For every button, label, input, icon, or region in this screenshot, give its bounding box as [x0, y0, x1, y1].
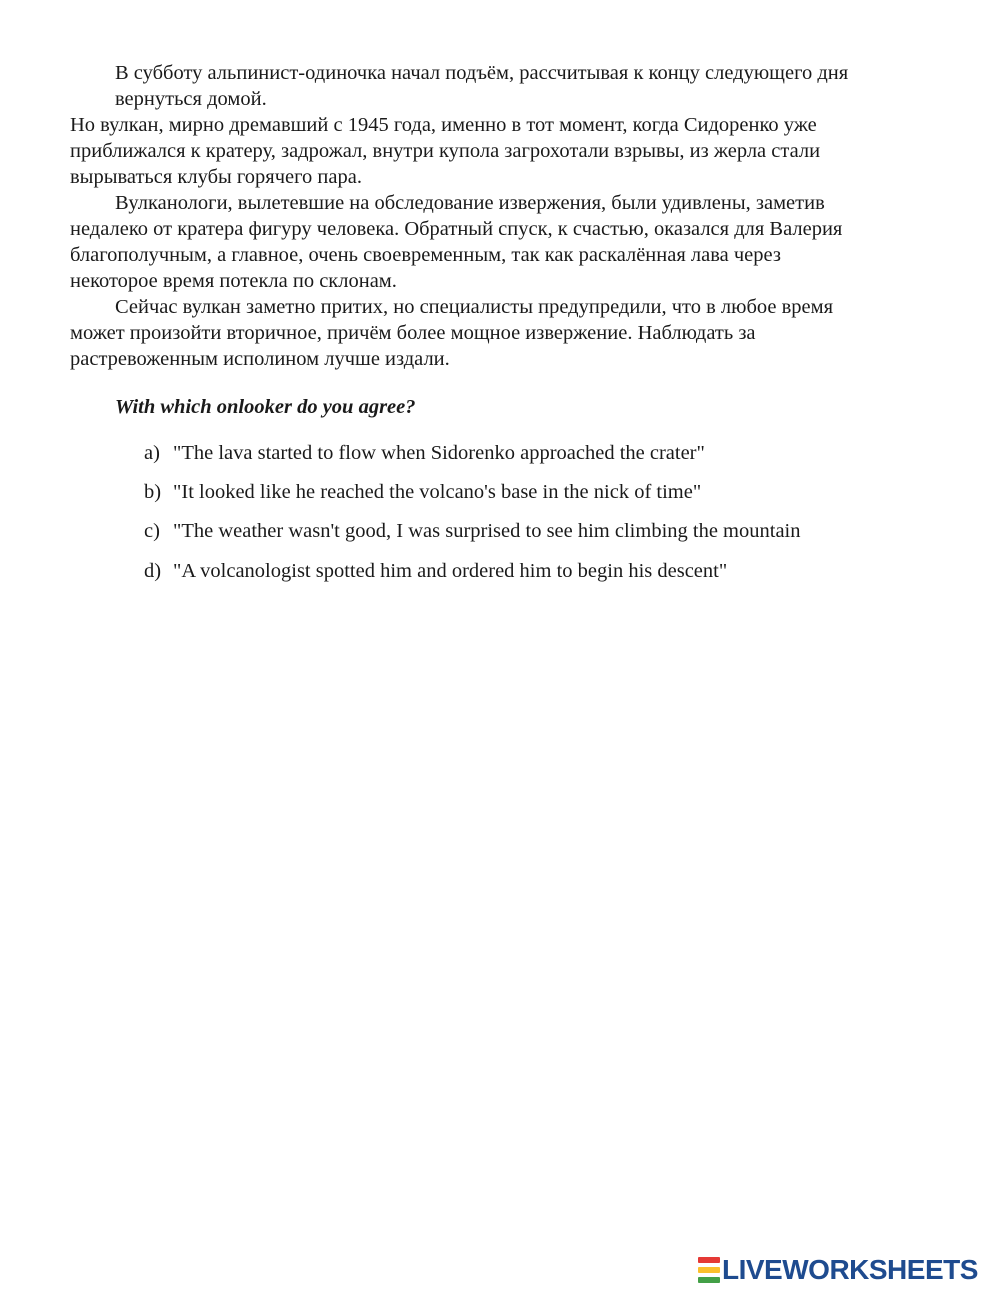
option-letter: d) — [144, 560, 162, 582]
logo-block-red — [698, 1257, 720, 1263]
option-letter: a) — [144, 442, 160, 464]
option-text: "A volcanologist spotted him and ordered him to begin his descent" — [173, 560, 728, 582]
liveworksheets-logo — [698, 1255, 978, 1285]
passage-line: может произойти вторичное, причём более мощное извержение. Наблюдать за — [70, 322, 756, 344]
passage-line: Но вулкан, мирно дремавший с 1945 года, именно в тот момент, когда Сидоренко уже — [70, 114, 817, 136]
logo-text: LIVEWORKSHEETS — [722, 1254, 978, 1285]
logo-block-green — [698, 1277, 720, 1283]
answer-option-d[interactable] — [144, 560, 727, 583]
option-text: "The weather wasn't good, I was surprised to see him climbing the mountain — [173, 520, 801, 542]
passage-line: вернуться домой. — [115, 88, 267, 110]
answer-option-a[interactable] — [144, 442, 705, 465]
answer-option-b[interactable] — [144, 481, 701, 504]
question-prompt: With which onlooker do you agree? — [115, 396, 416, 418]
passage-line: растревоженным исполином лучше издали. — [70, 348, 450, 370]
passage-line: благополучным, а главное, очень своевременным, так как раскалённая лава через — [70, 244, 781, 266]
answer-option-c[interactable] — [144, 520, 801, 543]
passage-line: некоторое время потекла по склонам. — [70, 270, 397, 292]
passage-line: В субботу альпинист-одиночка начал подъём, рассчитывая к концу следующего дня — [115, 62, 849, 84]
option-letter: c) — [144, 520, 160, 542]
passage-line: приближался к кратеру, задрожал, внутри купола загрохотали взрывы, из жерла стали — [70, 140, 821, 162]
passage-line: Вулканологи, вылетевшие на обследование извержения, были удивлены, заметив — [115, 192, 825, 214]
logo-blocks-icon — [698, 1257, 720, 1283]
logo-block-yellow — [698, 1267, 720, 1273]
option-text: "It looked like he reached the volcano's base in the nick of time" — [173, 481, 702, 503]
passage-line: вырываться клубы горячего пара. — [70, 166, 362, 188]
option-letter: b) — [144, 481, 162, 503]
option-text: "The lava started to flow when Sidorenko approached the crater" — [173, 442, 705, 464]
passage-line: недалеко от кратера фигуру человека. Обратный спуск, к счастью, оказался для Валерия — [70, 218, 843, 240]
passage-line: Сейчас вулкан заметно притих, но специалисты предупредили, что в любое время — [115, 296, 834, 318]
